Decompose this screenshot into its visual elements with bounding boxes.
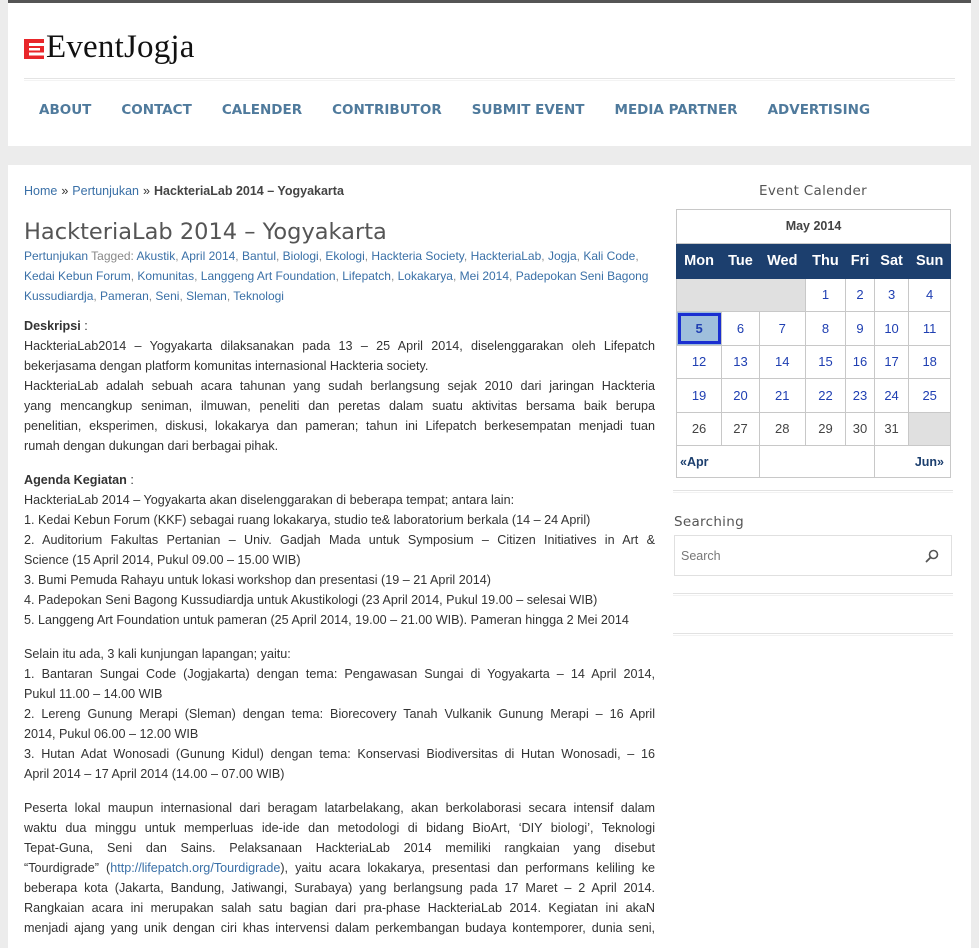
peserta-line: Peserta lokal maupun internasional dari beragam latarbelakang, akan berkolaborasi secara intensif dalam: [24, 801, 655, 815]
tag-separator: ,: [175, 249, 182, 263]
tagged-label: Tagged:: [91, 249, 134, 263]
tag-separator: ,: [390, 269, 398, 283]
site-header: [8, 0, 971, 146]
tag-link[interactable]: April 2014: [181, 249, 236, 263]
breadcrumb-home[interactable]: Home: [24, 184, 58, 198]
tag-separator: ,: [635, 249, 639, 263]
agenda-line: Science (15 April 2014, Pukul 09.00 – 15.00 WIB): [24, 553, 301, 567]
tag-separator: ,: [463, 249, 471, 263]
calendar-day[interactable]: 2: [846, 278, 875, 312]
tag-separator: ,: [318, 249, 326, 263]
calendar-day[interactable]: 20: [722, 379, 760, 413]
kunjungan-line: 2014, Pukul 06.00 – 12.00 WIB: [24, 727, 199, 741]
nav-media-partner[interactable]: MEDIA PARTNER: [614, 102, 738, 118]
kunjungan-list: [24, 644, 655, 784]
calendar-day[interactable]: 10: [874, 312, 909, 346]
kunjungan-line: 2. Lereng Gunung Merapi (Sleman) dengan tema: Biorecovery Tanah Vulkanik Gunung Merapi – 16 April: [24, 707, 655, 721]
calendar-weekday: Sun: [909, 243, 951, 278]
deskripsi-line: yang mencangkup seniman, ilmuwan, peneliti dan peretas dalam suatu aktivitas bersama baik berupa: [24, 399, 655, 413]
search-input[interactable]: [681, 545, 911, 567]
calendar-weekday: Thu: [805, 243, 845, 278]
tag-link[interactable]: Pameran: [100, 289, 149, 303]
calendar-week: [677, 379, 951, 413]
peserta-text: “Tourdigrade” (: [24, 861, 111, 875]
peserta-line: waktu dua minggu untuk memperluas ide-ide dan metodologi di bidang BioArt, ‘DIY biologi’, Teknologi: [24, 821, 655, 835]
tag-separator: ,: [541, 249, 548, 263]
calendar-day: 30: [846, 412, 875, 446]
calendar-day[interactable]: 24: [874, 379, 909, 413]
tag-link[interactable]: Kali Code: [583, 249, 636, 263]
agenda-line: 4. Padepokan Seni Bagong Kussudiardja untuk Akustikologi (23 April 2014, Pukul 19.00 – selesai WIB): [24, 593, 598, 607]
calendar-days: [677, 278, 951, 446]
tag-separator: ,: [276, 249, 283, 263]
deskripsi-section: Deskripsi :: [24, 319, 88, 333]
peserta-line: [24, 858, 655, 878]
post-title: HackteriaLab 2014 – Yogyakarta: [24, 219, 387, 245]
tag-link[interactable]: HackteriaLab: [470, 249, 542, 263]
kunjungan-line: Selain itu ada, 3 kali kunjungan lapangan; yaitu:: [24, 647, 291, 661]
tourdigrade-link[interactable]: http://lifepatch.org/Tourdigrade: [110, 861, 281, 875]
deskripsi-line: bekerjasama dengan platform komunitas internasional Hackteria society.: [24, 359, 429, 373]
calendar-day: 26: [677, 412, 722, 446]
calendar-next-month[interactable]: Jun»: [874, 446, 950, 478]
peserta-line: Tepat-Guna, Seni dan Sains. Pelaksanaan HackteriaLab 2014 memiliki rangkaian yang disebut: [24, 841, 655, 855]
deskripsi-line: penelitian, eksperimen, diskusi, lokakarya dan pameran; tahun ini Lifepatch berkesempatan menjadi tuan: [24, 419, 655, 433]
calendar-weekday: Wed: [759, 243, 805, 278]
peserta-line: Rangkaian acara ini merupakan salah satu bagian dari pra-phase HackteriaLab 2014. Kegiatan ini akaN: [24, 901, 655, 915]
magnifier-icon[interactable]: [925, 549, 939, 563]
deskripsi-line: HackteriaLab2014 – Yogyakarta dilaksanakan pada 13 – 25 April 2014, diselenggarakan oleh Lifepatch: [24, 339, 655, 353]
calendar-day[interactable]: 11: [909, 312, 951, 346]
tag-separator: ,: [235, 249, 242, 263]
tag-separator: ,: [226, 289, 234, 303]
tag-separator: ,: [335, 269, 343, 283]
tag-link[interactable]: Teknologi: [233, 289, 284, 303]
agenda-line: 1. Kedai Kebun Forum (KKF) sebagai ruang lokakarya, studio te& laboratorium berkala (14 – 24 April): [24, 513, 591, 527]
header-divider: [24, 78, 955, 81]
agenda-line: HackteriaLab 2014 – Yogyakarta akan diselenggarakan di beberapa tempat; antara lain:: [24, 493, 515, 507]
calendar-day[interactable]: 22: [805, 379, 845, 413]
tag-separator: ,: [130, 269, 138, 283]
agenda-line: 3. Bumi Pemuda Rahayu untuk lokasi workshop dan presentasi (19 – 21 April 2014): [24, 573, 491, 587]
peserta-line: menjadi ajang yang unik dengan ciri khas intervensi dalam perkembangan budaya kontemporer, dunia seni,: [24, 921, 655, 935]
tag-link[interactable]: Bantul: [241, 249, 276, 263]
tag-separator: ,: [452, 269, 460, 283]
calendar-day[interactable]: 18: [909, 345, 951, 379]
calendar-pad: [909, 412, 951, 446]
agenda-line: 5. Langgeng Art Foundation untuk pameran (25 April 2014, 19.00 – 21.00 WIB). Pameran hingga 2 Mei 2014: [24, 613, 629, 627]
calendar-nav-spacer: [759, 446, 874, 478]
calendar-day[interactable]: 21: [759, 379, 805, 413]
calendar-day[interactable]: 3: [874, 278, 909, 312]
calendar-nav-row: [677, 446, 951, 478]
calendar-day-today[interactable]: 5: [677, 312, 722, 346]
deskripsi-line: rumah dengan dukungan dari berbagai pihak.: [24, 439, 279, 453]
tag-link[interactable]: Ekologi: [325, 249, 365, 263]
calendar-prev-month[interactable]: «Apr: [677, 446, 760, 478]
tag-separator: ,: [364, 249, 372, 263]
post-body: [24, 316, 655, 938]
logo-text: EventJogja: [46, 28, 195, 65]
sidebar-divider: [673, 593, 953, 596]
nav-contributor[interactable]: CONTRIBUTOR: [332, 102, 442, 118]
nav-submit-event[interactable]: SUBMIT EVENT: [471, 102, 585, 118]
calendar-day[interactable]: 8: [805, 312, 845, 346]
agenda-list: [24, 490, 655, 630]
calendar-month: May 2014: [677, 210, 951, 244]
calendar-day: 29: [805, 412, 845, 446]
tag-link[interactable]: Sleman: [186, 289, 227, 303]
tag-link[interactable]: Lifepatch: [342, 269, 391, 283]
calendar-week: [677, 345, 951, 379]
peserta-paragraph: [24, 798, 655, 938]
kunjungan-line: Pukul 11.00 – 14.00 WIB: [24, 687, 163, 701]
tag-link[interactable]: Kedai Kebun Forum: [24, 269, 131, 283]
kunjungan-line: 3. Hutan Adat Wonosadi (Gunung Kidul) dengan tema: Konservasi Biodiversitas di Hutan Wonosadi, – 16: [24, 747, 655, 761]
main-container: [8, 165, 971, 948]
calendar-week: [677, 312, 951, 346]
tag-link[interactable]: Biologi: [282, 249, 319, 263]
nav-calender[interactable]: CALENDER: [221, 102, 303, 118]
deskripsi-heading: Deskripsi: [24, 319, 81, 333]
calendar-day: 31: [874, 412, 909, 446]
tag-link[interactable]: Komunitas: [137, 269, 195, 283]
kunjungan-line: 1. Bantaran Sungai Code (Jogjakarta) dengan tema: Pengawasan Sungai di Yogyakarta – 14 April 2014,: [24, 667, 655, 681]
site-logo[interactable]: [24, 25, 195, 69]
nav-contact[interactable]: CONTACT: [121, 102, 192, 118]
breadcrumb-separator: »: [61, 184, 69, 198]
tag-separator: ,: [194, 269, 201, 283]
tag-link[interactable]: Hackteria Society: [371, 249, 464, 263]
breadcrumb-current: HackteriaLab 2014 – Yogyakarta: [153, 184, 344, 198]
calendar-day[interactable]: 9: [846, 312, 875, 346]
tag-link[interactable]: Langgeng Art Foundation: [200, 269, 336, 283]
calendar-weekday: Tue: [722, 243, 760, 278]
kunjungan-line: April 2014 – 17 April 2014 (14.00 – 07.00 WIB): [24, 767, 285, 781]
calendar-day[interactable]: 4: [909, 278, 951, 312]
nav-about[interactable]: ABOUT: [39, 102, 92, 118]
agenda-heading: Agenda Kegiatan: [24, 473, 127, 487]
tag-link[interactable]: Lokakarya: [397, 269, 453, 283]
calendar-weekday: Fri: [846, 243, 875, 278]
calendar-day[interactable]: 12: [677, 345, 722, 379]
tag-separator: ,: [93, 289, 101, 303]
agenda-section: Agenda Kegiatan :: [24, 473, 134, 487]
calendar-day[interactable]: 15: [805, 345, 845, 379]
calendar-day: 28: [759, 412, 805, 446]
calendar-day[interactable]: 16: [846, 345, 875, 379]
calendar-day[interactable]: 1: [805, 278, 845, 312]
tag-separator: ,: [576, 249, 584, 263]
calendar-day[interactable]: 13: [722, 345, 760, 379]
calendar-day[interactable]: 17: [874, 345, 909, 379]
calendar-caption-row: [677, 210, 951, 244]
calendar-pad: [677, 278, 806, 312]
calendar-day[interactable]: 7: [759, 312, 805, 346]
calendar-weekday-row: [677, 243, 951, 278]
deskripsi-line: HackteriaLab adalah sebuah acara tahunan yang sudah berlangsung sejak 2010 dari jaringan Hackteria: [24, 379, 655, 393]
calendar-widget-title: Event Calender: [759, 183, 867, 199]
calendar-week: [677, 412, 951, 446]
tag-link[interactable]: Jogja: [547, 249, 577, 263]
tag-separator: ,: [509, 269, 516, 283]
calendar-day[interactable]: 6: [722, 312, 760, 346]
agenda-line: 2. Auditorium Fakultas Pertanian – Univ. Gadjah Mada untuk Symposium – Citizen Initiatives in Art &: [24, 533, 655, 547]
post-category-link[interactable]: Pertunjukan: [24, 249, 89, 263]
sidebar-divider: [673, 633, 953, 636]
main-nav: [24, 102, 885, 118]
event-calendar: [676, 209, 951, 478]
calendar-weekday: Mon: [677, 243, 722, 278]
tag-link[interactable]: Seni: [155, 289, 180, 303]
nav-advertising[interactable]: ADVERTISING: [767, 102, 871, 118]
sidebar-divider: [673, 490, 953, 493]
calendar-day[interactable]: 23: [846, 379, 875, 413]
tag-separator: ,: [179, 289, 187, 303]
post-meta: [24, 246, 655, 306]
breadcrumb: [24, 184, 344, 198]
calendar-day: 27: [722, 412, 760, 446]
tag-separator: ,: [148, 289, 156, 303]
calendar-week: [677, 278, 951, 312]
event-e-logo-icon: [24, 39, 44, 59]
tag-link[interactable]: Mei 2014: [459, 269, 510, 283]
search-widget-title: Searching: [674, 514, 744, 530]
breadcrumb-separator: »: [143, 184, 150, 198]
calendar-day[interactable]: 14: [759, 345, 805, 379]
calendar-weekday: Sat: [874, 243, 909, 278]
peserta-text: ), yaitu acara lokakarya, presentasi dan performans keliling ke: [280, 861, 655, 875]
deskripsi-text: [24, 336, 655, 456]
breadcrumb-category[interactable]: Pertunjukan: [72, 184, 140, 198]
tag-link[interactable]: Padepokan Seni Bagong Kussudiardja: [24, 269, 649, 303]
peserta-line: beberapa kota (Jakarta, Bandung, Jatiwangi, Surabaya) yang berlangsung pada 17 Maret – 2 April 2014.: [24, 881, 655, 895]
search-form: [674, 535, 952, 576]
calendar-day[interactable]: 25: [909, 379, 951, 413]
tag-link[interactable]: Akustik: [136, 249, 176, 263]
calendar-day[interactable]: 19: [677, 379, 722, 413]
